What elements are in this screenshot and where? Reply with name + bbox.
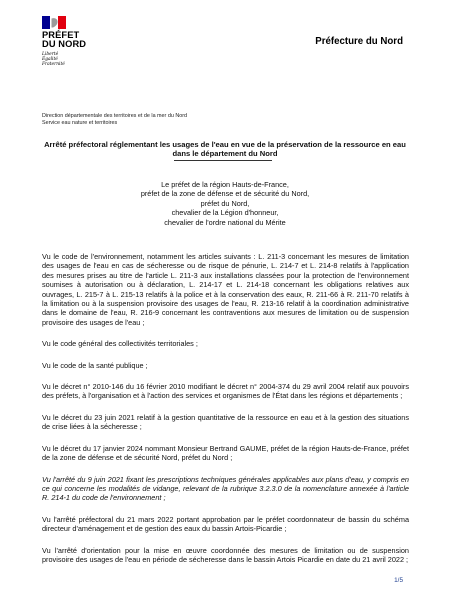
republic-logo: [42, 16, 102, 67]
motto: [42, 52, 102, 67]
visa-paragraph: Vu l'arrêté préfectoral du 21 mars 2022 portant approbation par le préfet coordonnateur de bassin du schéma directeur d'aménagement et de gestion des eaux du bassin Artois-Picardie ;: [42, 514, 409, 534]
motto-egalite: Égalité: [42, 57, 58, 62]
authority-line: préfet de la zone de défense et de sécurité du Nord,: [140, 189, 310, 199]
marianne-flag-icon: [42, 16, 66, 29]
visa-paragraph: Vu le décret n° 2010-146 du 16 février 2010 modifiant le décret n° 2004-374 du 29 avril 2004 relatif aux pouvoirs des préfets, à l'organisation et à l'action des services et organismes de l'État dans les régions et départements ;: [42, 382, 409, 401]
visa-paragraph: Vu le décret du 17 janvier 2024 nommant Monsieur Bertrand GAUME, préfet de la région Hauts-de-France, préfet de la zone de défense et de sécurité Nord, préfet du Nord ;: [42, 443, 409, 463]
authority-line: chevalier de l'ordre national du Mérite: [164, 217, 286, 227]
document-title: [42, 140, 408, 159]
service-direction: Direction départementale des territoires et de la mer du Nord: [42, 113, 188, 119]
visa-paragraph: Vu l'arrêté d'orientation pour la mise en œuvre coordonnée des mesures de limitation ou de suspension provisoire des usages de l'eau en période de sécheresse dans le bassin Artois Picardie en date du 21 avril 2022 ;: [42, 545, 409, 564]
authority-line: préfet du Nord,: [200, 198, 250, 208]
title-line-2: dans le département du Nord: [172, 149, 278, 159]
visa-paragraph: Vu le code général des collectivités territoriales ;: [42, 339, 198, 349]
authority-line: chevalier de la Légion d'honneur,: [171, 208, 279, 218]
logo-line-nord: DU NORD: [42, 39, 87, 49]
motto-fraternite: Fraternité: [42, 62, 65, 67]
title-line-1: Arrêté préfectoral réglementant les usages de l'eau en vue de la préservation de la ressource en eau: [44, 140, 406, 149]
motto-liberte: Liberté: [42, 52, 59, 57]
title-divider: [174, 160, 272, 161]
authority-block: [42, 180, 408, 227]
visa-paragraph: Vu le décret du 23 juin 2021 relatif à la gestion quantitative de la ressource en eau et à la gestion des situations de crise liées à la sécheresse ;: [42, 412, 409, 432]
authority-line: Le préfet de la région Hauts-de-France,: [161, 180, 289, 189]
service-name: Service eau nature et territoires: [42, 120, 118, 126]
logo-title: [42, 31, 102, 49]
visa-paragraph: Vu le code de la santé publique ;: [42, 360, 148, 370]
document-body: [42, 252, 409, 576]
visa-paragraph: Vu l'arrêté du 9 juin 2021 fixant les prescriptions techniques générales applicables aux plans d'eau, y compris en ce qui concerne les modalités de vidange, relevant de la rubrique 3.2.3.0 de la nomenclature annexée à l'article R. 214-1 du code de l'environnement ;: [42, 474, 409, 503]
logo-line-prefet: PRÉFET: [42, 30, 80, 40]
service-block: [42, 113, 187, 127]
page-number: 1/5: [394, 577, 403, 584]
visa-paragraph: Vu le code de l'environnement, notamment les articles suivants : L. 211-3 concernant les mesures de limitation des usages de l'eau en cas de sécheresse ou de risque de pénurie, L. 214-7 et L. 214-8 relatifs à l'application des mesures prises au titre de l'article L. 211-3 aux installations classées pour la protection de l'environnement soumises à autorisation ou à déclaration, L. 214-17 et L. 214-18 concernant les obligations relatives aux ouvrages, L. 215-7 à L. 215-13 relatifs à la police et à la conservation des eaux, R. 211-66 à R. 211-70 relatifs à la limitation ou à la suspension provisoire des usages de l'eau, R. 213-16 relatif à la coordination administrative dans le domaine de l'eau, R. 216-9 concernant les contraventions aux mesures de limitation ou de suspension provisoire des usages de l'eau ;: [42, 252, 409, 327]
prefecture-name: Préfecture du Nord: [315, 36, 403, 47]
